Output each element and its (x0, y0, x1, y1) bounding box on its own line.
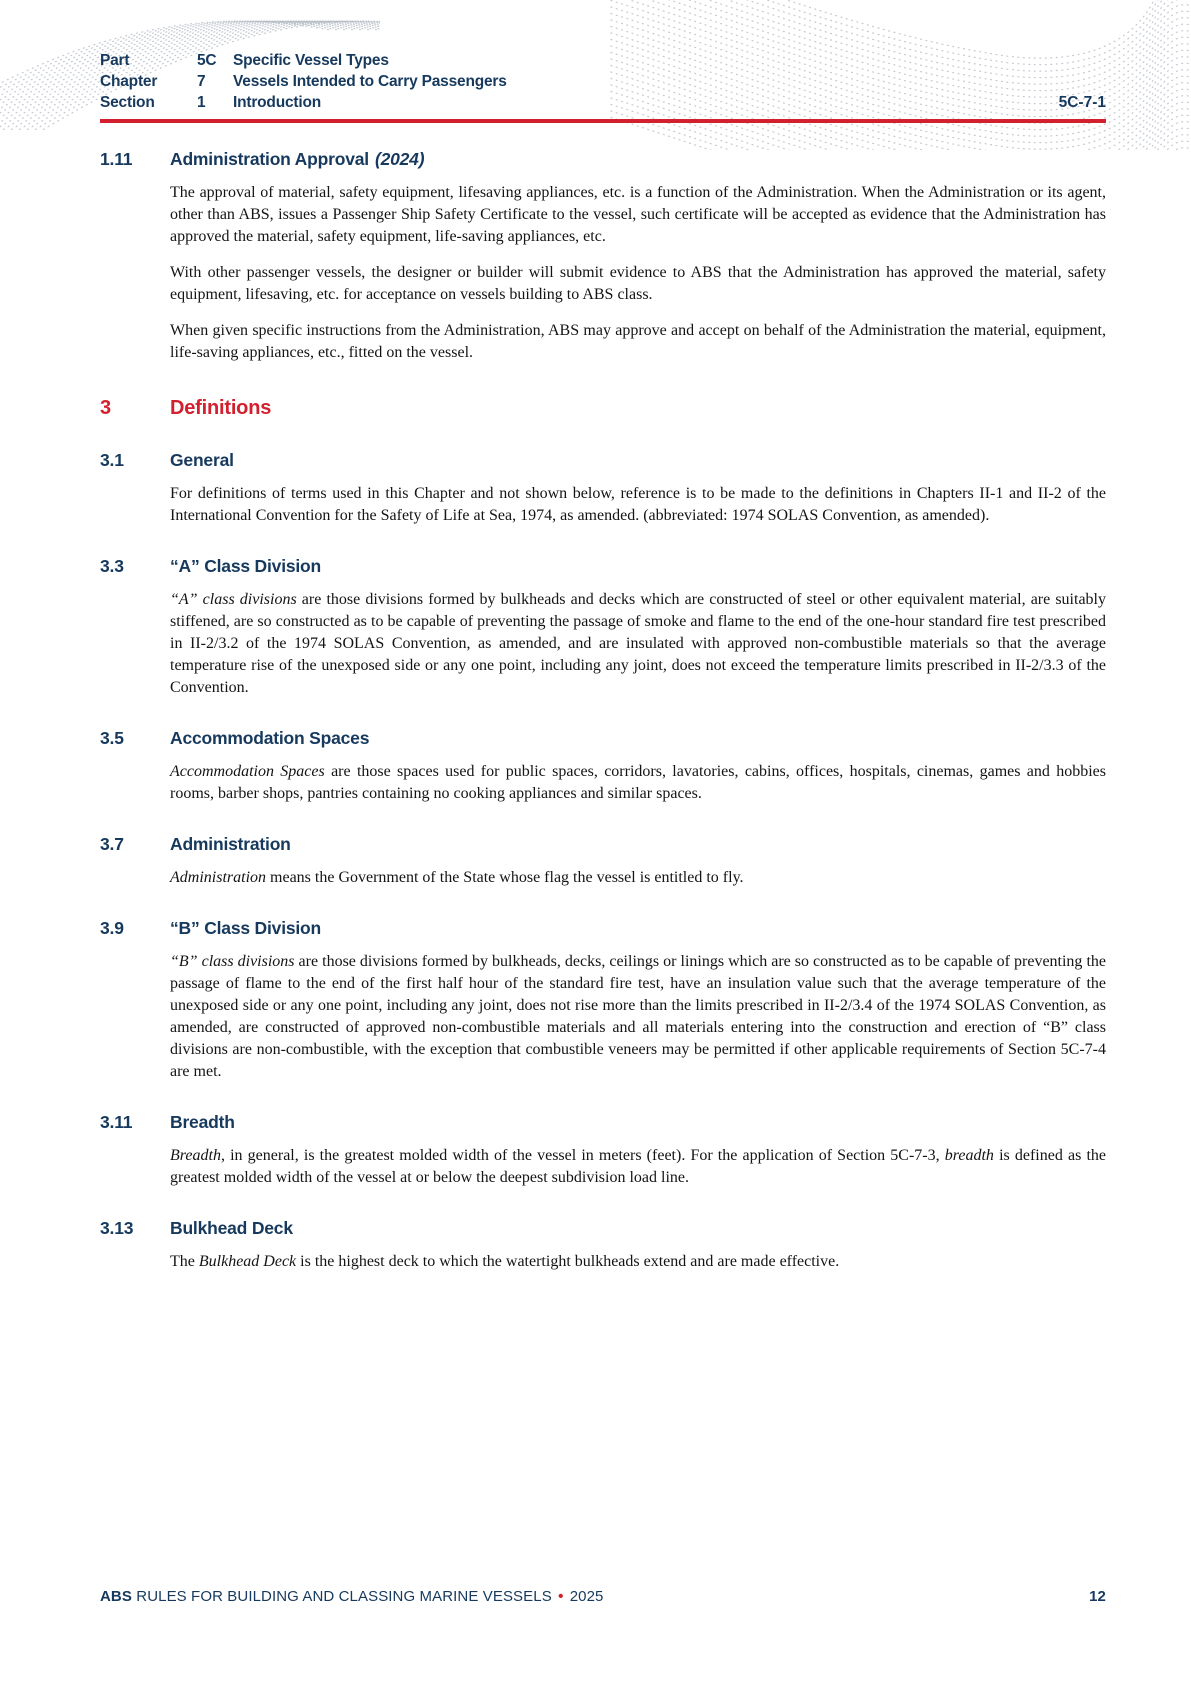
section-number: 3.13 (100, 1218, 134, 1238)
section-number: 3 (100, 397, 111, 419)
section-heading (100, 395, 1106, 421)
footer-brand: ABS (100, 1588, 132, 1605)
paragraph: “B” class divisions are those divisions formed by bulkheads, decks, ceilings or linings which are so constructed as to be capable of preventing the passage of flame to the end of the first half hour of the standard fire test, have an insulation value such that the average temperature of the unexposed side or any one point, including any joint, does not rise more than the limits prescribed in II-2/3.4 of the 1974 SOLAS Convention, as amended, are constructed of approved non-combustible materials and all materials entering into the construction and erection of “B” class divisions are non-combustible, with the exception that combustible veneers may be permitted if other applicable requirements of Section 5C-7-4 are met. (170, 953, 1107, 1080)
section-heading (100, 1110, 1106, 1134)
section-title: Administration (170, 834, 291, 854)
footer-year: 2025 (569, 1588, 604, 1605)
section-3-1 (100, 448, 1106, 527)
footer-title-text: RULES FOR BUILDING AND CLASSING MARINE VESSELS (136, 1588, 552, 1605)
section-heading (100, 832, 1106, 856)
section-title: “B” Class Division (170, 918, 322, 938)
section-number: 3.1 (100, 450, 124, 470)
header-section-number: 1 (197, 94, 206, 111)
section-title: Definitions (170, 397, 272, 419)
section-number: 3.3 (100, 556, 124, 576)
paragraph: When given specific instructions from the Administration, ABS may approve and accept on behalf of the Administration the material, equipment, life-saving appliances, etc., fitted on the vessel. (170, 322, 1106, 361)
document-header (100, 50, 1106, 113)
section-title: Administration Approval (2024) (170, 149, 425, 169)
section-title: General (170, 450, 234, 470)
section-3-11 (100, 1110, 1106, 1189)
header-rule (100, 119, 1106, 123)
paragraph: The approval of material, safety equipment, lifesaving appliances, etc. is a function of the Administration. When the Administration or its agent, other than ABS, issues a Passenger Ship Safety Certificate to the vessel, such certificate will be accepted as evidence that the Administration has approved the material, safety equipment, life-saving appliances, etc. (170, 184, 1106, 245)
section-1-11 (100, 147, 1106, 364)
header-part-label: Part (100, 52, 130, 69)
paragraph: Administration means the Government of the State whose flag the vessel is entitled to fly. (170, 869, 744, 886)
section-number: 1.11 (100, 149, 133, 169)
paragraph: Breadth, in general, is the greatest molded width of the vessel in meters (feet). For the application of Section 5C-7-3, breadth is defined as the greatest molded width of the vessel at or below the deepest subdivision load line. (170, 1147, 1106, 1186)
header-chapter-label: Chapter (100, 73, 158, 90)
section-heading (100, 916, 1106, 940)
section-title: Accommodation Spaces (170, 728, 370, 748)
paragraph: For definitions of terms used in this Chapter and not shown below, reference is to be made to the definitions in Chapters II-1 and II-2 of the International Convention for the Safety of Life at Sea, 1974, as amended. (abbreviated: 1974 SOLAS Convention, as amended). (170, 485, 1106, 524)
section-heading (100, 726, 1106, 750)
section-3-13 (100, 1216, 1106, 1273)
section-title: “A” Class Division (170, 556, 322, 576)
page-footer (100, 1588, 1106, 1605)
section-heading (100, 147, 1106, 171)
section-heading (100, 448, 1106, 472)
header-chapter-number: 7 (197, 73, 206, 90)
section-3-3 (100, 554, 1106, 699)
footer-separator-dot: • (558, 1588, 564, 1605)
section-heading (100, 1216, 1106, 1240)
section-title: Breadth (170, 1112, 235, 1132)
section-3-5 (100, 726, 1106, 805)
section-number: 3.7 (100, 834, 124, 854)
page-number: 12 (1089, 1588, 1106, 1605)
section-title: Bulkhead Deck (170, 1218, 293, 1238)
section-number: 3.5 (100, 728, 124, 748)
paragraph: The Bulkhead Deck is the highest deck to which the watertight bulkheads extend and are made effective. (170, 1253, 840, 1270)
section-number: 3.11 (100, 1112, 133, 1132)
footer-document-title (100, 1588, 604, 1605)
header-section-title: Introduction (233, 94, 321, 111)
paragraph: Accommodation Spaces are those spaces used for public spaces, corridors, lavatories, cabins, offices, hospitals, cinemas, games and hobbies rooms, barber shops, pantries containing no cooking appliances and similar spaces. (170, 763, 1107, 802)
header-code: 5C-7-1 (1058, 94, 1106, 111)
header-part-title: Specific Vessel Types (233, 52, 389, 69)
paragraph: “A” class divisions are those divisions formed by bulkheads and decks which are constructed of steel or other equivalent material, are suitably stiffened, are so constructed as to be capable of preventing the passage of smoke and flame to the end of the one-hour standard fire test prescribed in II-2/3.2 of the 1974 SOLAS Convention, as amended, and are insulated with approved non-combustible materials so that the average temperature rise of the unexposed side or any one point, including any joint, does not exceed the temperature limits prescribed in II-2/3.3 of the Convention. (170, 591, 1106, 696)
header-meta (100, 50, 1106, 113)
paragraph: With other passenger vessels, the designer or builder will submit evidence to ABS that the Administration has approved the material, safety equipment, lifesaving, etc. for acceptance on vessels building to ABS class. (170, 264, 1106, 303)
header-section-label: Section (100, 94, 155, 111)
section-3-7 (100, 832, 1106, 889)
header-part-number: 5C (197, 52, 217, 69)
section-title-edition: (2024) (374, 149, 425, 169)
section-3-9 (100, 916, 1106, 1083)
section-3 (100, 395, 1106, 421)
section-number: 3.9 (100, 918, 124, 938)
header-chapter-title: Vessels Intended to Carry Passengers (233, 73, 507, 90)
document-body (100, 138, 1106, 1287)
section-heading (100, 554, 1106, 578)
